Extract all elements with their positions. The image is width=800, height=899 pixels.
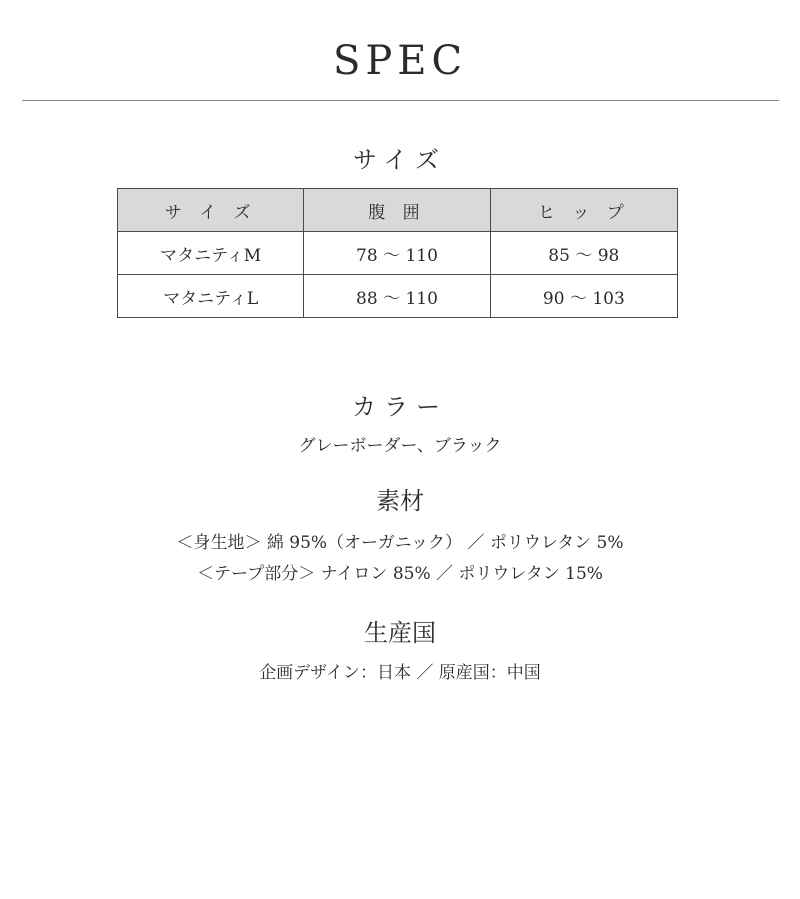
page-title: SPEC [332,38,468,84]
table-row [118,275,678,318]
header-hip: ヒ ッ プ [490,189,677,232]
color-text: グレーボーダー、ブラック [298,436,502,456]
origin-heading: 生産国 [364,619,436,647]
size-table [117,188,678,318]
material-line-body: ＜身生地＞ 綿 95%（オーガニック） ／ ポリウレタン 5% [176,533,624,553]
color-heading: カラー [352,393,448,421]
size-name-cell: マタニティM [118,232,304,275]
material-heading: 素材 [376,487,424,515]
table-row [118,232,678,275]
origin-text: 企画デザイン：日本 ／ 原産国：中国 [259,663,541,683]
size-heading: サイズ [352,146,448,174]
size-name-cell: マタニティL [118,275,304,318]
header-size: サ イ ズ [118,189,304,232]
title-divider [22,100,779,101]
material-line-tape: ＜テープ部分＞ ナイロン 85% ／ ポリウレタン 15% [197,564,603,584]
waist-cell: 88 ～ 110 [304,275,490,318]
hip-cell: 85 ～ 98 [490,232,677,275]
header-waist: 腹 囲 [304,189,490,232]
waist-cell: 78 ～ 110 [304,232,490,275]
size-table-header-row [118,189,678,232]
hip-cell: 90 ～ 103 [490,275,677,318]
